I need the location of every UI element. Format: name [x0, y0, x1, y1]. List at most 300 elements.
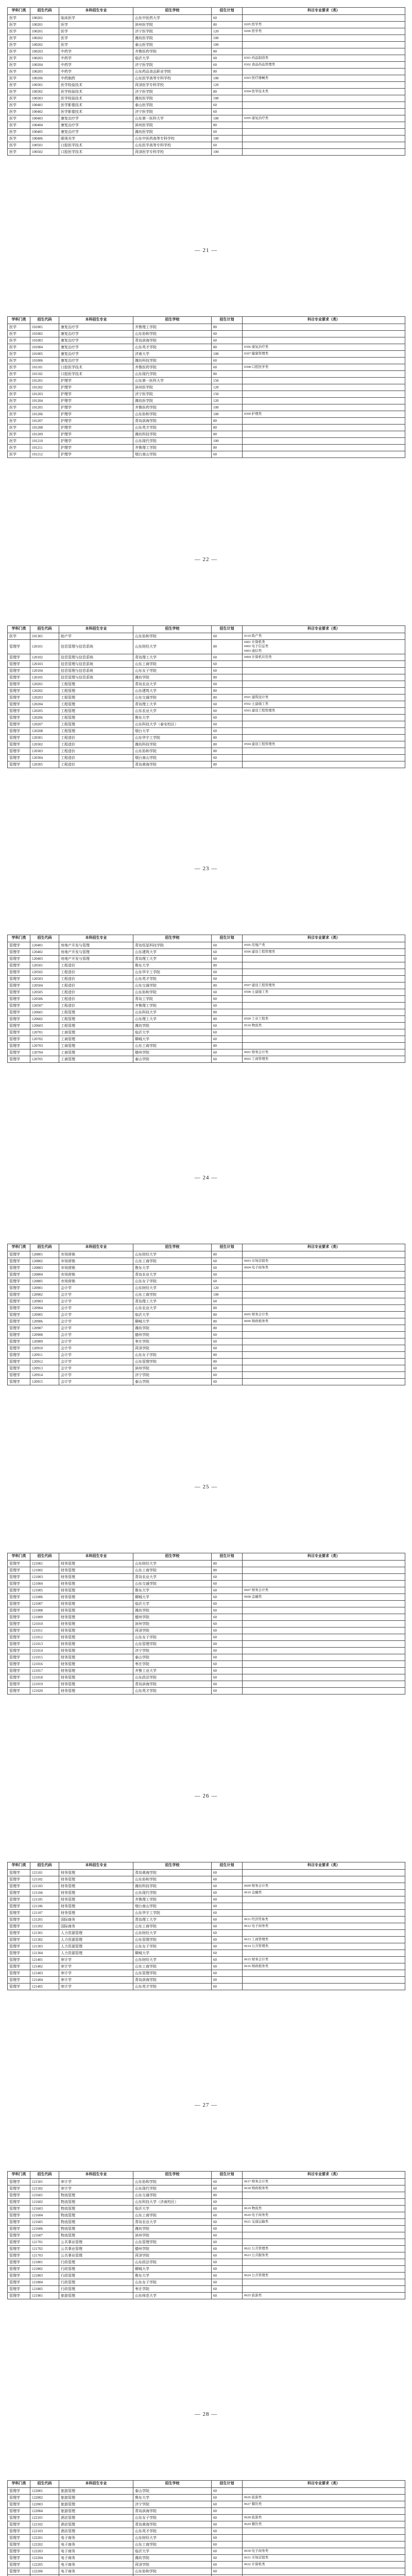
cell-plan: 80 — [212, 69, 243, 75]
cell-school: 山东交通学院 — [133, 2192, 212, 2199]
cell-plan: 80 — [212, 1305, 243, 1312]
table-body — [8, 1251, 405, 1385]
table-row — [8, 62, 405, 69]
cell-school: 山东华宇工学院 — [133, 1910, 212, 1917]
cell-code: 121014 — [30, 1648, 59, 1654]
table-row — [8, 2185, 405, 2192]
cell-plan: 60 — [212, 102, 243, 109]
cell-major: 财务管理 — [59, 1661, 133, 1668]
cell-discipline: 管理学 — [8, 688, 30, 694]
cell-code: 120603 — [30, 1023, 59, 1029]
cell-plan: 80 — [212, 1312, 243, 1318]
table-row — [8, 2521, 405, 2528]
cell-major: 行政管理 — [59, 2273, 133, 2279]
cell-discipline: 管理学 — [8, 1661, 30, 1668]
cell-plan: 60 — [212, 1923, 243, 1930]
cell-code: 120208 — [30, 728, 59, 735]
table-row — [8, 1641, 405, 1648]
cell-plan: 120 — [212, 28, 243, 35]
cell-requirement: 0508 土建施工类 — [243, 989, 405, 996]
cell-requirement — [243, 1379, 405, 1385]
cell-school: 齐鲁理工学院 — [133, 1003, 212, 1009]
cell-major: 信息管理与信息系统 — [59, 654, 133, 661]
cell-code: 121015 — [30, 1654, 59, 1661]
cell-discipline: 医学 — [8, 351, 30, 358]
cell-code: 120401 — [30, 942, 59, 949]
cell-code: 121005 — [30, 1587, 59, 1594]
cell-code: 122001 — [30, 2488, 59, 2495]
cell-discipline: 管理学 — [8, 1372, 30, 1379]
cell-major: 护理学 — [59, 404, 133, 411]
cell-major: 康复治疗学 — [59, 351, 133, 358]
cell-school: 枣庄学院 — [133, 1338, 212, 1345]
cell-school: 菏泽学院 — [133, 2562, 212, 2568]
cell-requirement — [243, 1359, 405, 1365]
cell-school: 青岛理工大学 — [133, 956, 212, 962]
cell-code: 122103 — [30, 2528, 59, 2535]
cell-major: 眼视光学 — [59, 135, 133, 142]
cell-requirement: 0309 护理类 — [243, 411, 405, 418]
cell-code: 120505 — [30, 989, 59, 996]
header-cell-plan: 招生计划 — [212, 1244, 243, 1251]
cell-school: 山东医学高等专科学校 — [133, 142, 212, 149]
cell-discipline: 管理学 — [8, 654, 30, 661]
cell-code: 120206 — [30, 715, 59, 721]
page-number: — 23 — — [194, 866, 218, 872]
cell-code: 120205 — [30, 708, 59, 715]
header-cell-plan: 招生计划 — [212, 935, 243, 942]
cell-code: 101003 — [30, 337, 59, 344]
table-row — [8, 115, 405, 122]
table-row — [8, 694, 405, 701]
cell-discipline: 管理学 — [8, 1029, 30, 1036]
table-row — [8, 1338, 405, 1345]
cell-requirement — [243, 1036, 405, 1043]
cell-code: 121602 — [30, 2199, 59, 2206]
table-row — [8, 1372, 405, 1379]
cell-requirement: 0601 财务会计类 — [243, 1049, 405, 1056]
cell-code: 100203 — [30, 48, 59, 55]
cell-major: 会计学 — [59, 1332, 133, 1338]
cell-major: 电子商务 — [59, 2568, 133, 2575]
table-row — [8, 102, 405, 109]
header-cell-school: 招生学校 — [133, 2172, 212, 2179]
cell-major: 财务管理 — [59, 1621, 133, 1628]
cell-discipline: 管理学 — [8, 1587, 30, 1594]
cell-major: 医学 — [59, 42, 133, 48]
cell-code: 122102 — [30, 2521, 59, 2528]
cell-plan: 60 — [212, 1950, 243, 1957]
cell-plan: 60 — [212, 1581, 243, 1587]
cell-code: 100405 — [30, 129, 59, 135]
table-header — [8, 2172, 405, 2179]
cell-discipline: 管理学 — [8, 1674, 30, 1681]
cell-major: 市场营销 — [59, 1265, 133, 1272]
cell-major: 财务管理 — [59, 1910, 133, 1917]
cell-school: 山东建筑大学 — [133, 688, 212, 694]
cell-requirement: 0632 计算机类 — [243, 2562, 405, 2568]
cell-code: 121404 — [30, 1977, 59, 1984]
cell-plan: 60 — [212, 721, 243, 728]
cell-school: 山东中医药大学 — [133, 15, 212, 22]
enrollment-table — [7, 1862, 405, 1990]
table-row — [8, 1325, 405, 1332]
table-row — [8, 344, 405, 351]
cell-plan: 80 — [212, 425, 243, 431]
cell-school: 山东交通学院 — [133, 1581, 212, 1587]
cell-school: 潍坊科技学院 — [133, 1883, 212, 1890]
enrollment-table — [7, 625, 405, 768]
cell-code: 101208 — [30, 425, 59, 431]
header-cell-code: 招生代码 — [30, 626, 59, 633]
cell-plan: 80 — [212, 1561, 243, 1567]
cell-code: 101005 — [30, 351, 59, 358]
cell-school: 山东工商学院 — [133, 1963, 212, 1970]
cell-code: 100502 — [30, 149, 59, 156]
cell-plan: 60 — [212, 976, 243, 982]
table-row — [8, 371, 405, 378]
header-cell-requirement: 科目专业要求（类） — [243, 1862, 405, 1870]
cell-code: 100202 — [30, 42, 59, 48]
cell-school: 临沂大学 — [133, 55, 212, 62]
cell-plan: 80 — [212, 431, 243, 438]
cell-requirement — [243, 404, 405, 411]
cell-plan: 60 — [212, 1870, 243, 1876]
header-row — [8, 317, 405, 324]
cell-plan: 60 — [212, 2273, 243, 2279]
cell-code: 120301 — [30, 735, 59, 741]
cell-code: 121302 — [30, 1937, 59, 1943]
cell-discipline: 医学 — [8, 69, 30, 75]
cell-major: 审计学 — [59, 1970, 133, 1977]
table-body — [8, 1561, 405, 1694]
cell-code: 121901 — [30, 2293, 59, 2299]
cell-code: 122201 — [30, 2535, 59, 2541]
cell-requirement: 0623 公共服务类 — [243, 2252, 405, 2259]
cell-discipline: 医学 — [8, 142, 30, 149]
table-row — [8, 109, 405, 115]
cell-discipline: 管理学 — [8, 1312, 30, 1318]
cell-major: 公共事业管理 — [59, 2239, 133, 2246]
cell-school: 济宁医学院 — [133, 62, 212, 69]
cell-discipline: 医学 — [8, 384, 30, 391]
cell-requirement — [243, 1634, 405, 1641]
cell-code: 121018 — [30, 1674, 59, 1681]
cell-major: 工程造价 — [59, 735, 133, 741]
cell-plan: 60 — [212, 2528, 243, 2535]
cell-discipline: 管理学 — [8, 2219, 30, 2226]
table-row — [8, 1923, 405, 1930]
cell-requirement — [243, 1567, 405, 1574]
cell-plan: 60 — [212, 1910, 243, 1917]
cell-code: 120901 — [30, 1285, 59, 1292]
cell-code: 122205 — [30, 2562, 59, 2568]
cell-major: 旅游管理 — [59, 2501, 133, 2508]
cell-discipline: 管理学 — [8, 1285, 30, 1292]
cell-discipline: 医学 — [8, 451, 30, 458]
cell-major: 电子商务 — [59, 2541, 133, 2548]
header-row — [8, 626, 405, 633]
cell-major: 口腔医学技术 — [59, 364, 133, 371]
cell-school: 滨州学院 — [133, 2232, 212, 2239]
cell-major: 工程造价 — [59, 755, 133, 761]
cell-plan: 80 — [212, 1016, 243, 1023]
cell-major: 财务管理 — [59, 1870, 133, 1876]
cell-plan: 60 — [212, 1963, 243, 1970]
cell-requirement — [243, 2508, 405, 2515]
cell-requirement — [243, 962, 405, 969]
table-row — [8, 1594, 405, 1601]
cell-major: 临床医学 — [59, 15, 133, 22]
cell-code: 121502 — [30, 2185, 59, 2192]
table-row — [8, 1937, 405, 1943]
cell-requirement — [243, 1278, 405, 1285]
table-row — [8, 82, 405, 89]
cell-requirement — [243, 735, 405, 741]
cell-code: 120302 — [30, 741, 59, 748]
page-number: — 24 — — [194, 1175, 218, 1181]
cell-requirement — [243, 1581, 405, 1587]
cell-school: 山东财经大学 — [133, 1930, 212, 1937]
cell-plan: 80 — [212, 674, 243, 681]
cell-plan: 60 — [212, 2239, 243, 2246]
cell-code: 101202 — [30, 384, 59, 391]
cell-plan: 60 — [212, 55, 243, 62]
cell-major: 人力资源管理 — [59, 1930, 133, 1937]
cell-code: 101207 — [30, 418, 59, 425]
enrollment-table — [7, 7, 405, 156]
cell-major: 财务管理 — [59, 1614, 133, 1621]
cell-requirement — [243, 122, 405, 129]
cell-requirement: 0621 交通运输类 — [243, 2219, 405, 2226]
cell-requirement: 0614 公共管理类 — [243, 1943, 405, 1950]
header-cell-discipline: 学科门类 — [8, 1553, 30, 1561]
cell-major: 人力资源管理 — [59, 1943, 133, 1950]
header-row — [8, 1862, 405, 1870]
cell-school: 青岛农业大学 — [133, 681, 212, 688]
cell-requirement: 0506 建设工程管理类 — [243, 949, 405, 956]
cell-school: 山东英才学院 — [133, 1984, 212, 1990]
cell-requirement — [243, 1977, 405, 1984]
cell-major: 酒店管理 — [59, 2528, 133, 2535]
cell-school: 青岛理工大学 — [133, 1917, 212, 1923]
cell-major: 行政管理 — [59, 2266, 133, 2273]
cell-major: 工程管理 — [59, 688, 133, 694]
cell-discipline: 管理学 — [8, 1278, 30, 1285]
table-row — [8, 755, 405, 761]
table-row — [8, 404, 405, 411]
cell-school: 齐鲁理工学院 — [133, 445, 212, 451]
cell-major: 物流管理 — [59, 2226, 133, 2232]
cell-school: 山东工商学院 — [133, 1043, 212, 1049]
cell-school: 山东工商学院 — [133, 2541, 212, 2548]
cell-code: 120202 — [30, 688, 59, 694]
table-row — [8, 1049, 405, 1056]
cell-code: 120104 — [30, 668, 59, 674]
cell-plan: 60 — [212, 2185, 243, 2192]
header-cell-code: 招生代码 — [30, 1862, 59, 1870]
cell-major: 医学 — [59, 22, 133, 28]
table-header — [8, 1862, 405, 1870]
cell-school: 山东管理学院 — [133, 1970, 212, 1977]
table-row — [8, 2226, 405, 2232]
table-row — [8, 2555, 405, 2562]
cell-school: 山东科技大学（泰安校区） — [133, 721, 212, 728]
cell-discipline: 管理学 — [8, 1970, 30, 1977]
cell-major: 口腔医学技术 — [59, 149, 133, 156]
cell-major: 会计学 — [59, 1305, 133, 1312]
cell-plan: 60 — [212, 2541, 243, 2548]
cell-discipline: 医学 — [8, 337, 30, 344]
cell-requirement — [243, 721, 405, 728]
table-header — [8, 2481, 405, 2488]
cell-major: 财务管理 — [59, 1561, 133, 1567]
cell-code: 101101 — [30, 364, 59, 371]
cell-plan: 60 — [212, 1614, 243, 1621]
table-row — [8, 2548, 405, 2555]
table-row — [8, 1654, 405, 1661]
cell-code: 100401 — [30, 102, 59, 109]
header-cell-code: 招生代码 — [30, 1244, 59, 1251]
cell-plan: 120 — [212, 398, 243, 404]
cell-major: 信息管理与信息系统 — [59, 661, 133, 668]
cell-requirement — [243, 2568, 405, 2575]
cell-major: 护理学 — [59, 384, 133, 391]
cell-requirement — [243, 149, 405, 156]
cell-plan: 60 — [212, 1890, 243, 1896]
cell-major: 工程造价 — [59, 969, 133, 976]
table-row — [8, 1043, 405, 1049]
cell-discipline: 管理学 — [8, 2562, 30, 2568]
cell-requirement — [243, 1574, 405, 1581]
table-row — [8, 1661, 405, 1668]
cell-plan: 80 — [212, 22, 243, 28]
cell-requirement — [243, 1352, 405, 1359]
cell-discipline: 管理学 — [8, 1688, 30, 1694]
cell-major: 公共事业管理 — [59, 2246, 133, 2252]
cell-school: 德州学院 — [133, 2246, 212, 2252]
cell-school: 聊城大学 — [133, 1036, 212, 1043]
cell-school: 潍坊科技学院 — [133, 431, 212, 438]
cell-school: 菏泽学院 — [133, 2252, 212, 2259]
cell-plan: 60 — [212, 2259, 243, 2266]
cell-discipline: 医学 — [8, 378, 30, 384]
cell-plan: 100 — [212, 42, 243, 48]
table-row — [8, 976, 405, 982]
cell-major: 行政管理 — [59, 2279, 133, 2286]
cell-discipline: 医学 — [8, 364, 30, 371]
table-row — [8, 42, 405, 48]
cell-school: 青岛理工大学 — [133, 701, 212, 708]
cell-school: 泰山学院 — [133, 1379, 212, 1385]
cell-school: 齐鲁医药学院 — [133, 48, 212, 55]
document-page-2 — [0, 309, 412, 618]
table-body — [8, 942, 405, 1063]
cell-requirement: 0624 公共管理类 — [243, 2273, 405, 2279]
cell-school: 山东英才学院 — [133, 976, 212, 982]
cell-discipline: 管理学 — [8, 1614, 30, 1621]
cell-major: 人力资源管理 — [59, 1937, 133, 1943]
cell-school: 青岛农业大学 — [133, 1574, 212, 1581]
cell-requirement: 0610 金融类 — [243, 1890, 405, 1896]
cell-school: 山东交通学院 — [133, 982, 212, 989]
cell-code: 120503 — [30, 976, 59, 982]
table-row — [8, 2279, 405, 2286]
cell-major: 中药学 — [59, 62, 133, 69]
cell-discipline: 医学 — [8, 122, 30, 129]
cell-plan: 60 — [212, 2232, 243, 2239]
cell-major: 财务管理 — [59, 1607, 133, 1614]
cell-major: 康复治疗学 — [59, 122, 133, 129]
cell-code: 120908 — [30, 1332, 59, 1338]
table-body — [8, 1870, 405, 1990]
cell-requirement — [243, 1896, 405, 1903]
cell-requirement: 0206 医学类 — [243, 28, 405, 35]
cell-code: 121802 — [30, 2266, 59, 2273]
cell-plan: 60 — [212, 1648, 243, 1654]
cell-requirement — [243, 2279, 405, 2286]
cell-school: 菏泽医学专科学校 — [133, 149, 212, 156]
cell-requirement — [243, 135, 405, 142]
cell-school: 青岛黄海学院 — [133, 761, 212, 768]
cell-plan: 80 — [212, 48, 243, 55]
cell-requirement — [243, 1305, 405, 1312]
cell-school: 山东政法学院 — [133, 2259, 212, 2266]
table-row — [8, 431, 405, 438]
cell-requirement — [243, 2199, 405, 2206]
cell-discipline: 管理学 — [8, 2226, 30, 2232]
cell-school: 潍坊医学院 — [133, 398, 212, 404]
cell-discipline: 管理学 — [8, 1896, 30, 1903]
cell-school: 山东工商学院 — [133, 1567, 212, 1574]
cell-major: 财务管理 — [59, 1890, 133, 1896]
cell-code: 121805 — [30, 2286, 59, 2293]
header-cell-code: 招生代码 — [30, 8, 59, 15]
cell-school: 鲁东大学 — [133, 962, 212, 969]
cell-discipline: 管理学 — [8, 2252, 30, 2259]
cell-code: 100201 — [30, 28, 59, 35]
cell-requirement: 0607 财务会计类 — [243, 1587, 405, 1594]
cell-requirement — [243, 1251, 405, 1258]
cell-code: 121703 — [30, 2252, 59, 2259]
cell-school: 山东协和学院 — [133, 331, 212, 337]
cell-major: 会计学 — [59, 1352, 133, 1359]
cell-school: 山东英才学院 — [133, 425, 212, 431]
cell-school: 山东协和学院 — [133, 748, 212, 755]
cell-school: 聊城大学 — [133, 1950, 212, 1957]
header-cell-discipline: 学科门类 — [8, 626, 30, 633]
table-row — [8, 28, 405, 35]
cell-code: 121004 — [30, 1581, 59, 1587]
cell-major: 国际商务 — [59, 1917, 133, 1923]
cell-code: 120914 — [30, 1372, 59, 1379]
cell-school: 潍坊学院 — [133, 1607, 212, 1614]
table-row — [8, 1587, 405, 1594]
cell-requirement: 0303 医疗器械类 — [243, 75, 405, 82]
table-row — [8, 1009, 405, 1016]
cell-requirement: 0617 财务会计类 — [243, 2179, 405, 2185]
cell-code: 120801 — [30, 1251, 59, 1258]
cell-major: 会计学 — [59, 1318, 133, 1325]
cell-requirement — [243, 1003, 405, 1009]
cell-discipline: 管理学 — [8, 1272, 30, 1278]
cell-code: 121103 — [30, 1883, 59, 1890]
cell-code: 121405 — [30, 1984, 59, 1990]
table-row — [8, 445, 405, 451]
cell-code: 101209 — [30, 431, 59, 438]
cell-code: 122206 — [30, 2568, 59, 2575]
cell-discipline: 管理学 — [8, 1628, 30, 1634]
